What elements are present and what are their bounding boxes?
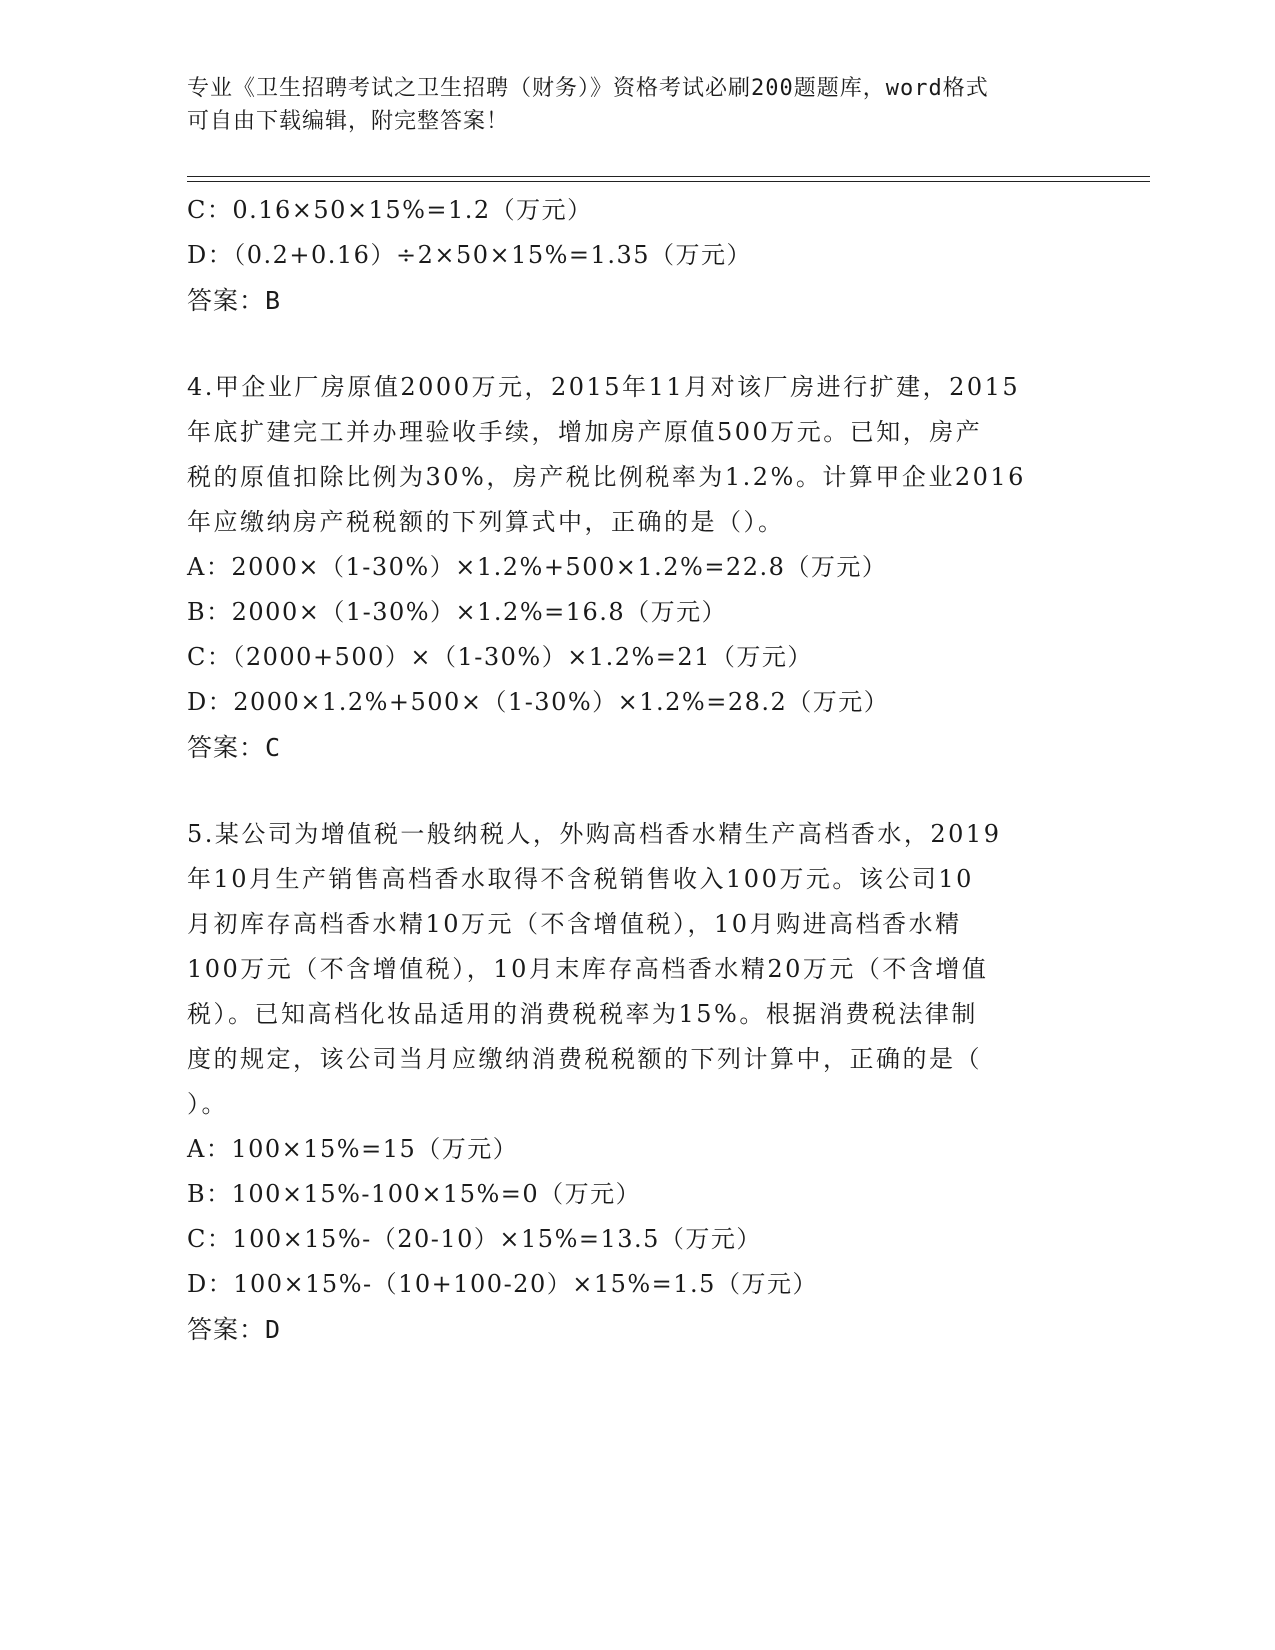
question-stem-line: 5.某公司为增值税一般纳税人，外购高档香水精生产高档香水，2019 xyxy=(187,820,1002,848)
question-stem-line: 100万元（不含增值税），10月末库存高档香水精20万元（不含增值 xyxy=(187,955,989,983)
header-line-2: 可自由下载编辑，附完整答案！ xyxy=(187,109,510,134)
option-a: A：2000×（1-30%）×1.2%+500×1.2%=22.8（万元） xyxy=(187,553,888,581)
header-divider-top xyxy=(187,176,1150,177)
option-d: D：100×15%-（10+100-20）×15%=1.5（万元） xyxy=(187,1270,818,1298)
question-3-tail xyxy=(187,188,1067,323)
header-divider-bottom xyxy=(187,181,1150,182)
question-stem-line: 年应缴纳房产税税额的下列算式中，正确的是（）。 xyxy=(187,508,785,536)
option-c: C：（2000+500）×（1-30%）×1.2%=21（万元） xyxy=(187,643,813,671)
paragraph-gap xyxy=(187,323,1067,365)
question-stem-line: 年底扩建完工并办理验收手续，增加房产原值500万元。已知，房产 xyxy=(187,418,983,446)
option-c: C：100×15%-（20-10）×15%=13.5（万元） xyxy=(187,1225,762,1253)
option-a: A：100×15%=15（万元） xyxy=(187,1135,519,1163)
document-header xyxy=(187,72,1067,138)
question-stem-line: 税）。已知高档化妆品适用的消费税税率为15%。根据消费税法律制 xyxy=(187,1000,978,1028)
paragraph-gap xyxy=(187,770,1067,812)
question-stem-line: ）。 xyxy=(187,1090,228,1118)
document-body xyxy=(187,188,1067,1352)
question-4 xyxy=(187,365,1067,770)
answer-label: 答案：D xyxy=(187,1315,282,1344)
question-stem-line: 税的原值扣除比例为30%，房产税比例税率为1.2%。计算甲企业2016 xyxy=(187,463,1026,491)
answer-label: 答案：B xyxy=(187,286,282,315)
option-b: B：2000×（1-30%）×1.2%=16.8（万元） xyxy=(187,598,728,626)
question-stem-line: 度的规定，该公司当月应缴纳消费税税额的下列计算中，正确的是（ xyxy=(187,1045,982,1073)
question-stem-line: 4.甲企业厂房原值2000万元，2015年11月对该厂房进行扩建，2015 xyxy=(187,373,1021,401)
question-5 xyxy=(187,812,1067,1352)
header-line-1: 专业《卫生招聘考试之卫生招聘（财务）》资格考试必刷200题题库，word格式 xyxy=(187,76,989,101)
question-stem-line: 年10月生产销售高档香水取得不含税销售收入100万元。该公司10 xyxy=(187,865,974,893)
answer-label: 答案：C xyxy=(187,733,282,762)
option-c: C：0.16×50×15%=1.2（万元） xyxy=(187,196,593,224)
question-stem-line: 月初库存高档香水精10万元（不含增值税），10月购进高档香水精 xyxy=(187,910,962,938)
option-b: B：100×15%-100×15%=0（万元） xyxy=(187,1180,642,1208)
option-d: D：（0.2+0.16）÷2×50×15%=1.35（万元） xyxy=(187,241,752,269)
option-d: D：2000×1.2%+500×（1-30%）×1.2%=28.2（万元） xyxy=(187,688,890,716)
